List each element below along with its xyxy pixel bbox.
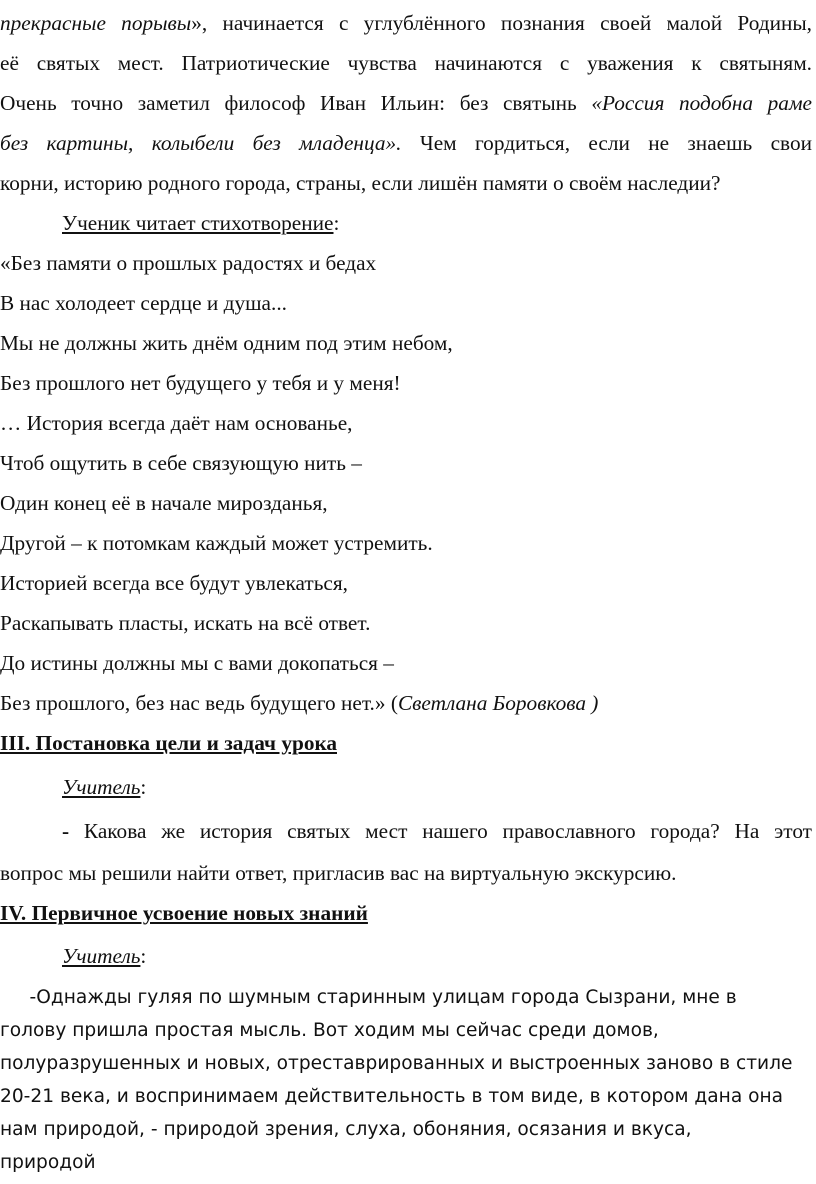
poem-line: Раскапывать пласты, искать на всё ответ.: [0, 611, 371, 635]
poem-line: В нас холодеет сердце и душа...: [0, 291, 287, 315]
section-3-question: [62, 810, 812, 852]
story-line: полуразрушенных и новых, отреставрированных и выстроенных заново в стиле: [0, 1053, 793, 1074]
story-line: природой: [0, 1152, 96, 1173]
poem-intro-colon: :: [333, 211, 340, 235]
teacher-label: Учитель: [62, 775, 141, 799]
section-3-heading: III. Постановка цели и задач урока: [0, 731, 338, 755]
intro-line-3: [0, 82, 812, 124]
story-line: 20-21 века, и воспринимаем действительность в том виде, в котором дана она: [0, 1086, 784, 1107]
section-3-line-2: вопрос мы решили найти ответ, пригласив вас на виртуальную экскурсию.: [0, 861, 677, 885]
ilyin-quote-start: «Россия подобна раме: [591, 91, 812, 115]
section-4-heading: IV. Первичное усвоение новых знаний: [0, 901, 368, 925]
author-paren: (: [385, 691, 398, 715]
poem-line: … История всегда даёт нам основанье,: [0, 411, 353, 435]
poem-line: Один конец её в начале мирозданья,: [0, 491, 328, 515]
poem-line: Мы не должны жить днём одним под этим небом,: [0, 331, 453, 355]
question-dash: -: [62, 819, 70, 843]
poem-intro-label: Ученик читает стихотворение: [62, 211, 334, 235]
intro-line-5: корни, историю родного города, страны, если лишён памяти о своём наследии?: [0, 171, 721, 195]
story-line: -Однажды гуляя по шумным старинным улицам города Сызрани, мне в: [0, 987, 737, 1008]
poem-author: Светлана Боровкова ): [397, 691, 599, 715]
ilyin-quote-end: без картины, колыбели без младенца».: [0, 131, 402, 155]
story-line: голову пришла простая мысль. Вот ходим мы сейчас среди домов,: [0, 1020, 659, 1041]
poem-line: До истины должны мы с вами докопаться –: [0, 651, 394, 675]
question-text: Какова же история святых мест нашего православного города? На этот: [69, 819, 812, 843]
intro-line-3-text: Очень точно заметил философ Иван Ильин: без святынь: [0, 91, 592, 115]
intro-line-1: [0, 2, 812, 44]
section-3-teacher: [62, 766, 816, 808]
poem-line-text: Без прошлого, без нас ведь будущего нет.»: [0, 691, 386, 715]
poem-line: «Без памяти о прошлых радостях и бедах: [0, 251, 377, 275]
section-4-teacher: [62, 935, 816, 977]
teacher-colon: :: [140, 944, 147, 968]
intro-line-4: [0, 122, 812, 164]
teacher-label: Учитель: [62, 944, 141, 968]
intro-italic-phrase: прекрасные порывы: [0, 11, 192, 35]
teacher-colon: :: [140, 775, 147, 799]
poem-line: Без прошлого нет будущего у тебя и у меня!: [0, 371, 401, 395]
poem-last-line: [0, 682, 816, 724]
poem-line: Другой – к потомкам каждый может устремить.: [0, 531, 433, 555]
poem-line: Историей всегда все будут увлекаться,: [0, 571, 348, 595]
poem-line: Чтоб ощутить в себе связующую нить –: [0, 451, 362, 475]
story-line: нам природой, - природой зрения, слуха, обоняния, осязания и вкуса,: [0, 1119, 692, 1140]
intro-line-2: её святых мест. Патриотические чувства начинаются с уважения к святыням.: [0, 51, 812, 75]
intro-line-1-text: », начинается с углублённого познания своей малой Родины,: [191, 11, 812, 35]
poem-intro: [62, 202, 816, 244]
intro-line-4-text: Чем гордиться, если не знаешь свои: [401, 131, 812, 155]
